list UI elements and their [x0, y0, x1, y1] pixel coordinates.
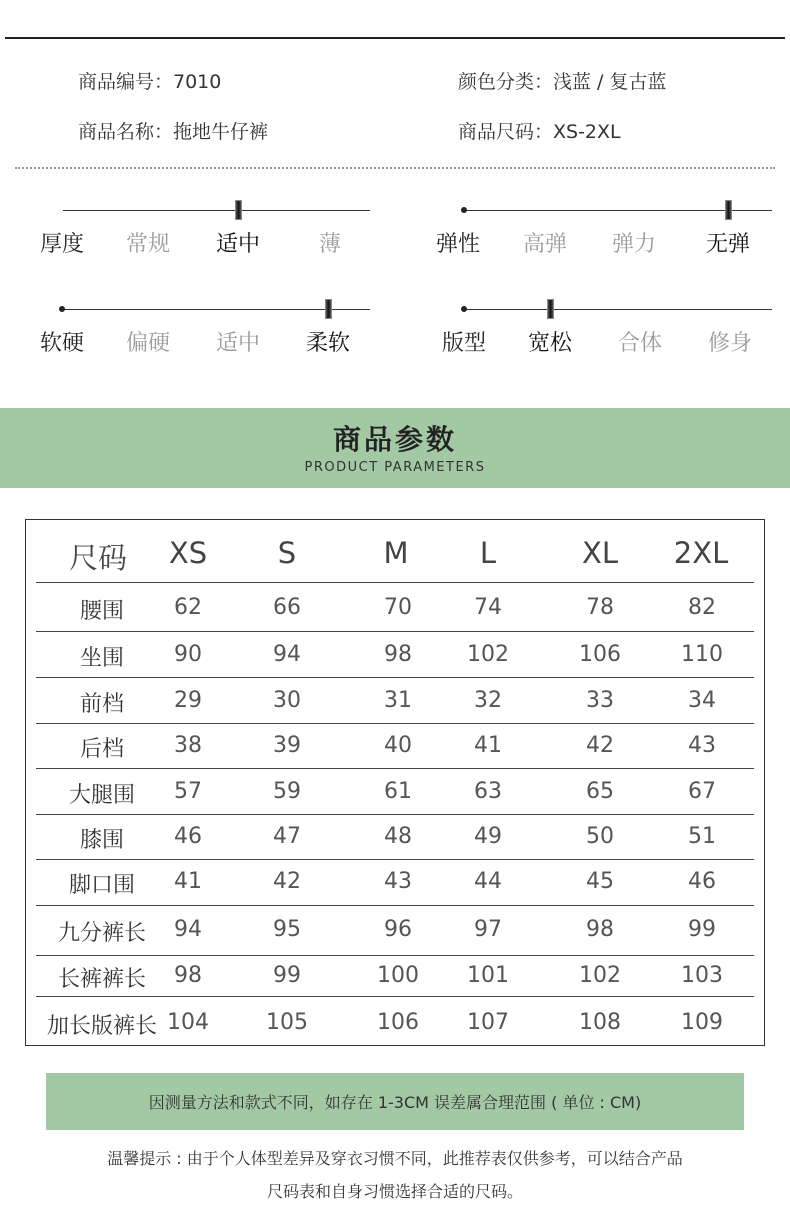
table-cell: 59 [273, 779, 301, 804]
table-cell: 65 [586, 779, 614, 804]
attribute-scale-line [62, 309, 370, 310]
table-row-divider [36, 905, 754, 906]
product-color: 颜色分类：浅蓝 / 复古蓝 [458, 71, 667, 93]
attribute-option: 合体 [617, 331, 663, 356]
table-cell: 45 [586, 869, 614, 894]
table-cell: 42 [273, 869, 301, 894]
scale-marker [325, 299, 332, 319]
size-header: S [277, 536, 297, 570]
attribute-option: 弹力 [611, 232, 657, 257]
table-cell: 49 [474, 824, 502, 849]
size-header: XL [581, 536, 619, 570]
table-cell: 48 [384, 824, 412, 849]
table-cell: 66 [273, 595, 301, 620]
attribute-scale-line [63, 210, 370, 211]
table-cell: 98 [384, 642, 412, 667]
table-cell: 98 [586, 917, 614, 942]
table-cell: 67 [688, 779, 716, 804]
table-cell: 106 [377, 1010, 419, 1035]
attribute-category: 弹性 [435, 232, 481, 257]
table-cell: 90 [174, 642, 202, 667]
table-cell: 31 [384, 688, 412, 713]
scale-marker [235, 200, 242, 220]
tip-line-2: 尺码表和自身习惯选择合适的尺码。 [266, 1182, 523, 1201]
scale-marker [725, 200, 732, 220]
table-cell: 47 [273, 824, 301, 849]
attribute-option-selected: 宽松 [527, 331, 573, 356]
table-cell: 62 [174, 595, 202, 620]
table-cell: 95 [273, 917, 301, 942]
table-cell: 99 [688, 917, 716, 942]
table-cell: 103 [681, 963, 723, 988]
attribute-option-selected: 适中 [215, 232, 261, 257]
table-row-label: 膝围 [79, 828, 125, 853]
table-row-label: 脚口围 [68, 873, 136, 898]
table-cell: 57 [174, 779, 202, 804]
size-header: M [383, 536, 409, 570]
attribute-category: 厚度 [39, 232, 85, 257]
table-cell: 30 [273, 688, 301, 713]
scale-start-dot [461, 207, 467, 213]
table-cell: 94 [273, 642, 301, 667]
table-cell: 50 [586, 824, 614, 849]
table-cell: 32 [474, 688, 502, 713]
measurement-note: 因测量方法和款式不同，如存在 1-3CM 误差属合理范围 ( 单位 : CM) [148, 1093, 642, 1112]
table-cell: 38 [174, 733, 202, 758]
table-row-divider [36, 955, 754, 956]
table-cell: 39 [273, 733, 301, 758]
attribute-option: 常规 [125, 232, 171, 257]
table-row-label: 加长版裤长 [46, 1014, 158, 1039]
table-cell: 46 [688, 869, 716, 894]
table-cell: 106 [579, 642, 621, 667]
size-header: XS [168, 536, 208, 570]
table-row-divider [36, 582, 754, 583]
table-cell: 46 [174, 824, 202, 849]
table-cell: 107 [467, 1010, 509, 1035]
attribute-option: 薄 [318, 232, 342, 257]
table-cell: 70 [384, 595, 412, 620]
size-header: 2XL [673, 536, 729, 570]
table-row-divider [36, 814, 754, 815]
table-cell: 104 [167, 1010, 209, 1035]
attribute-option: 高弹 [522, 232, 568, 257]
table-cell: 102 [579, 963, 621, 988]
table-row-divider [36, 768, 754, 769]
table-row-label: 大腿围 [68, 783, 136, 808]
table-cell: 82 [688, 595, 716, 620]
table-row-label: 九分裤长 [57, 921, 147, 946]
table-cell: 105 [266, 1010, 308, 1035]
table-cell: 43 [384, 869, 412, 894]
banner-title: 商品参数 [332, 423, 457, 456]
table-cell: 61 [384, 779, 412, 804]
table-cell: 34 [688, 688, 716, 713]
size-header: L [479, 536, 497, 570]
banner-subtitle: PRODUCT PARAMETERS [304, 460, 486, 475]
table-cell: 42 [586, 733, 614, 758]
table-cell: 33 [586, 688, 614, 713]
table-cell: 41 [174, 869, 202, 894]
scale-start-dot [461, 306, 467, 312]
table-cell: 41 [474, 733, 502, 758]
table-cell: 44 [474, 869, 502, 894]
table-cell: 29 [174, 688, 202, 713]
attribute-category: 软硬 [39, 331, 85, 356]
table-row-divider [36, 859, 754, 860]
attribute-option: 适中 [215, 331, 261, 356]
scale-start-dot [59, 306, 65, 312]
table-row-divider [36, 996, 754, 997]
attribute-option-selected: 无弹 [705, 232, 751, 257]
table-cell: 100 [377, 963, 419, 988]
table-cell: 102 [467, 642, 509, 667]
table-cell: 51 [688, 824, 716, 849]
table-cell: 43 [688, 733, 716, 758]
table-cell: 109 [681, 1010, 723, 1035]
attribute-option: 偏硬 [125, 331, 171, 356]
table-row-label: 后档 [79, 737, 125, 762]
scale-marker [547, 299, 554, 319]
table-row-label: 前档 [79, 692, 125, 717]
table-row-divider [36, 677, 754, 678]
table-row-label: 腰围 [79, 599, 125, 624]
table-cell: 108 [579, 1010, 621, 1035]
attribute-scale-line [464, 309, 772, 310]
table-cell: 63 [474, 779, 502, 804]
table-cell: 74 [474, 595, 502, 620]
dotted-divider [15, 167, 775, 169]
attribute-option-selected: 柔软 [305, 331, 351, 356]
product-code: 商品编号：7010 [78, 71, 222, 93]
attribute-option: 修身 [707, 331, 753, 356]
product-size-range: 商品尺码：XS-2XL [458, 121, 621, 143]
table-cell: 98 [174, 963, 202, 988]
table-cell: 40 [384, 733, 412, 758]
table-row-label: 坐围 [79, 646, 125, 671]
table-cell: 99 [273, 963, 301, 988]
table-cell: 78 [586, 595, 614, 620]
top-divider [5, 37, 785, 39]
table-row-label: 长裤裤长 [57, 967, 147, 992]
tip-line-1: 温馨提示 : 由于个人体型差异及穿衣习惯不同，此推荐表仅供参考，可以结合产品 [107, 1149, 683, 1168]
size-header-label: 尺码 [68, 541, 128, 575]
product-name: 商品名称：拖地牛仔裤 [78, 121, 269, 143]
table-cell: 96 [384, 917, 412, 942]
table-cell: 94 [174, 917, 202, 942]
attribute-category: 版型 [441, 331, 487, 356]
table-cell: 110 [681, 642, 723, 667]
table-cell: 97 [474, 917, 502, 942]
table-cell: 101 [467, 963, 509, 988]
table-row-divider [36, 723, 754, 724]
table-row-divider [36, 631, 754, 632]
